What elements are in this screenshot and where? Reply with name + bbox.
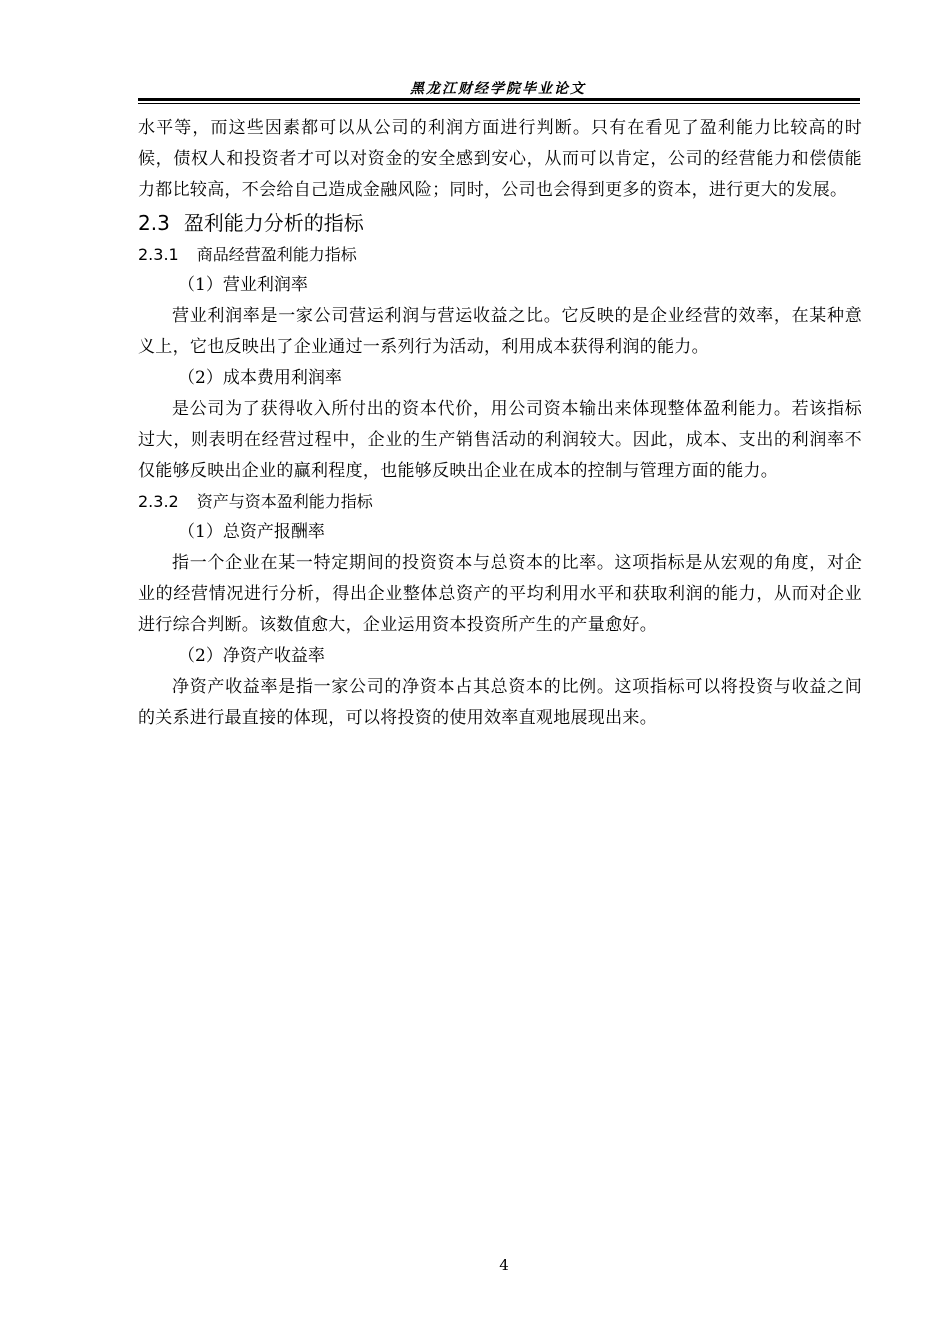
header-rule-thick xyxy=(138,98,860,101)
document-body xyxy=(138,113,862,734)
section-title: 盈利能力分析的指标 xyxy=(183,211,364,235)
section-number: 2.3 xyxy=(138,211,170,235)
item-cost-profit-margin-text: 是公司为了获得收入所付出的资本代价，用公司资本输出来体现整体盈利能力。若该指标过大，则表明在经营过程中，企业的生产销售活动的利润较大。因此，成本、支出的利润率不仅能够反映出企业的赢利程度，也能够反映出企业在成本的控制与管理方面的能力。 xyxy=(138,399,862,481)
subsection-title: 资产与资本盈利能力指标 xyxy=(196,492,373,511)
item-operating-profit-margin-text: 营业利润率是一家公司营运利润与营运收益之比。它反映的是企业经营的效率，在某种意义上，它也反映出了企业通过一系列行为活动，利用成本获得利润的能力。 xyxy=(138,306,862,357)
page-number: 4 xyxy=(499,1256,509,1274)
item-cost-profit-margin-title: （2）成本费用利润率 xyxy=(178,368,342,388)
section-2-3-2-heading xyxy=(138,487,862,517)
section-2-3-heading xyxy=(138,206,862,240)
header-rule-thin xyxy=(138,103,860,104)
document-header-title: 黑龙江财经学院毕业论文 xyxy=(410,81,586,97)
section-2-3-1-heading xyxy=(138,240,862,270)
intro-paragraph: 水平等，而这些因素都可以从公司的利润方面进行判断。只有在看见了盈利能力比较高的时候，债权人和投资者才可以对资金的安全感到安心，从而可以肯定，公司的经营能力和偿债能力都比较高，不会给自己造成金融风险；同时，公司也会得到更多的资本，进行更大的发展。 xyxy=(138,118,862,200)
item-operating-profit-margin-title: （1）营业利润率 xyxy=(178,275,308,295)
item-total-asset-return-title: （1）总资产报酬率 xyxy=(178,522,325,542)
subsection-title: 商品经营盈利能力指标 xyxy=(196,245,357,264)
subsection-number: 2.3.2 xyxy=(138,492,179,511)
item-roe-title: （2）净资产收益率 xyxy=(178,646,325,666)
subsection-number: 2.3.1 xyxy=(138,245,179,264)
item-roe-text: 净资产收益率是指一家公司的净资本占其总资本的比例。这项指标可以将投资与收益之间的关系进行最直接的体现，可以将投资的使用效率直观地展现出来。 xyxy=(138,677,862,728)
item-total-asset-return-text: 指一个企业在某一特定期间的投资资本与总资本的比率。这项指标是从宏观的角度，对企业的经营情况进行分析，得出企业整体总资产的平均利用水平和获取利润的能力，从而对企业进行综合判断。该数值愈大，企业运用资本投资所产生的产量愈好。 xyxy=(138,553,862,635)
